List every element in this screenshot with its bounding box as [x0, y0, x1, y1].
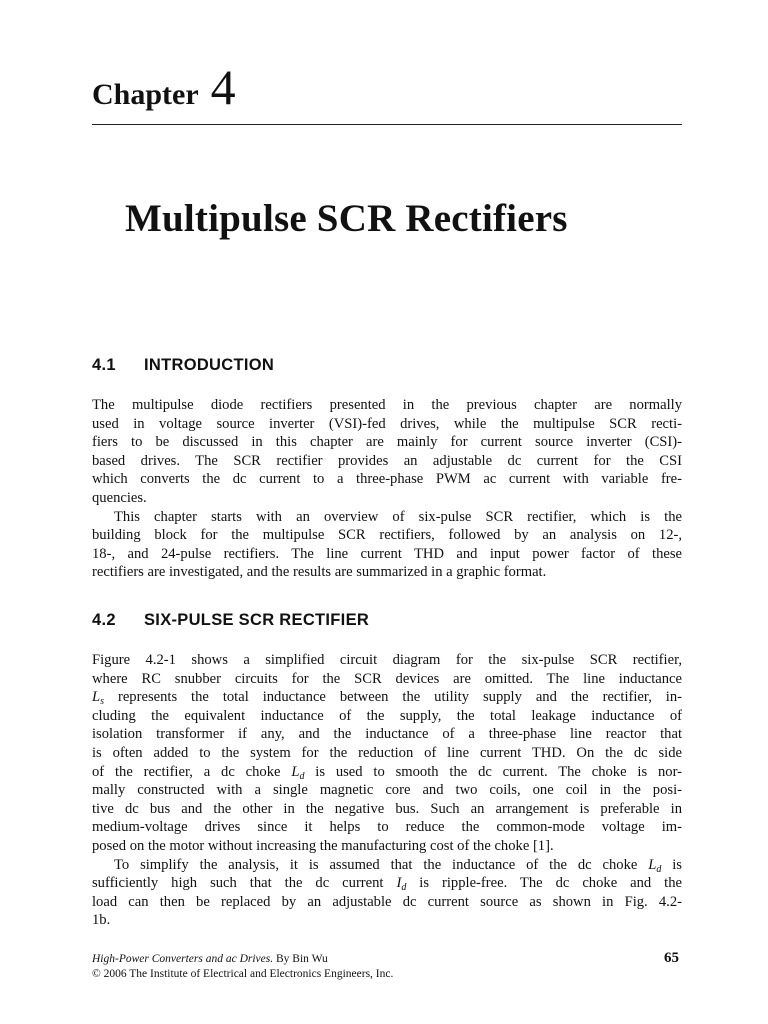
- text-fragment: is: [661, 856, 682, 873]
- text-line: 1b.: [92, 912, 111, 929]
- subscript: d: [401, 882, 407, 894]
- chapter-heading: [92, 59, 236, 115]
- text-fragment: of the rectifier, a dc choke: [92, 763, 292, 780]
- book-citation: [92, 952, 393, 967]
- text-fragment: is ripple-free. The dc choke and the: [406, 875, 682, 892]
- text-line: rectifiers are investigated, and the results are summarized in a graphic format.: [92, 564, 547, 581]
- text-line: This chapter starts with an overview of six-pulse SCR rectifier, which is the: [114, 508, 682, 525]
- section-number: 4.1: [92, 356, 116, 374]
- subscript: d: [299, 770, 305, 782]
- section-title: SIX-PULSE SCR RECTIFIER: [144, 611, 370, 629]
- chapter-number: 4: [210, 59, 236, 115]
- text-line: [92, 874, 682, 893]
- symbol-dc-current: I: [396, 875, 402, 892]
- page-footer: [92, 952, 393, 982]
- text-line: quencies.: [92, 489, 147, 506]
- subscript: d: [656, 863, 662, 875]
- text-line: [92, 763, 682, 782]
- symbol-inductance: L: [92, 689, 101, 706]
- text-fragment: To simplify the analysis, it is assumed that the inductance of the dc choke: [114, 856, 649, 873]
- introduction-text: [92, 396, 682, 582]
- text-line: [92, 688, 682, 707]
- text-line: building block for the multipulse SCR rectifiers, followed by an analysis on 12-,: [92, 527, 682, 544]
- section-number: 4.2: [92, 611, 116, 629]
- text-line: 18-, and 24-pulse rectifiers. The line current THD and input power factor of these: [92, 545, 682, 562]
- symbol-dc-choke: L: [291, 763, 300, 780]
- text-line: load can then be replaced by an adjustable dc current source as shown in Fig. 4.2-: [92, 893, 682, 910]
- copyright-notice: © 2006 The Institute of Electrical and Electronics Engineers, Inc.: [92, 968, 394, 980]
- subscript: s: [100, 696, 105, 708]
- text-line: tive dc bus and the other in the negative bus. Such an arrangement is preferable in: [92, 800, 682, 817]
- text-line: based drives. The SCR rectifier provides an adjustable dc current for the CSI: [92, 452, 682, 469]
- text-line: isolation transformer if any, and the inductance of a three-phase line reactor that: [92, 726, 682, 743]
- chapter-label: Chapter: [92, 78, 199, 111]
- text-line: used in voltage source inverter (VSI)-fed drives, while the multipulse SCR recti-: [92, 415, 682, 432]
- chapter-title: Multipulse SCR Rectifiers: [125, 197, 568, 240]
- text-line: which converts the dc current to a three-phase PWM ac current with variable fre-: [92, 471, 682, 488]
- text-line: posed on the motor without increasing the manufacturing cost of the choke [1].: [92, 837, 554, 854]
- text-line: fiers to be discussed in this chapter are mainly for current source inverter (CSI)-: [92, 434, 682, 451]
- text-line: Figure 4.2-1 shows a simplified circuit diagram for the six-pulse SCR rectifier,: [92, 652, 682, 668]
- chapter-divider: [92, 124, 682, 125]
- symbol-dc-choke: L: [648, 856, 657, 873]
- text-line: medium-voltage drives since it helps to reduce the common-mode voltage im-: [92, 819, 682, 836]
- text-line: cluding the equivalent inductance of the supply, the total leakage inductance of: [92, 707, 682, 724]
- section-heading-six-pulse: [92, 611, 369, 630]
- page-number: 65: [664, 950, 679, 966]
- text-fragment: sufficiently high such that the dc current: [92, 875, 397, 892]
- text-fragment: represents the total inductance between the utility supply and the rectifier, in-: [104, 689, 682, 706]
- author: By Bin Wu: [273, 953, 328, 965]
- text-line: where RC snubber circuits for the SCR devices are omitted. The line inductance: [92, 670, 682, 687]
- book-title: High-Power Converters and ac Drives.: [92, 953, 274, 965]
- section-heading-introduction: [92, 356, 274, 375]
- section-title: INTRODUCTION: [144, 356, 275, 374]
- six-pulse-text: [92, 651, 682, 930]
- text-line: [92, 856, 682, 875]
- text-line: The multipulse diode rectifiers presented in the previous chapter are normally: [92, 397, 682, 413]
- text-line: is often added to the system for the reduction of line current THD. On the dc side: [92, 744, 682, 761]
- text-line: mally constructed with a single magnetic core and two coils, one coil in the posi-: [92, 782, 682, 799]
- text-fragment: is used to smooth the dc current. The choke is nor-: [304, 763, 682, 780]
